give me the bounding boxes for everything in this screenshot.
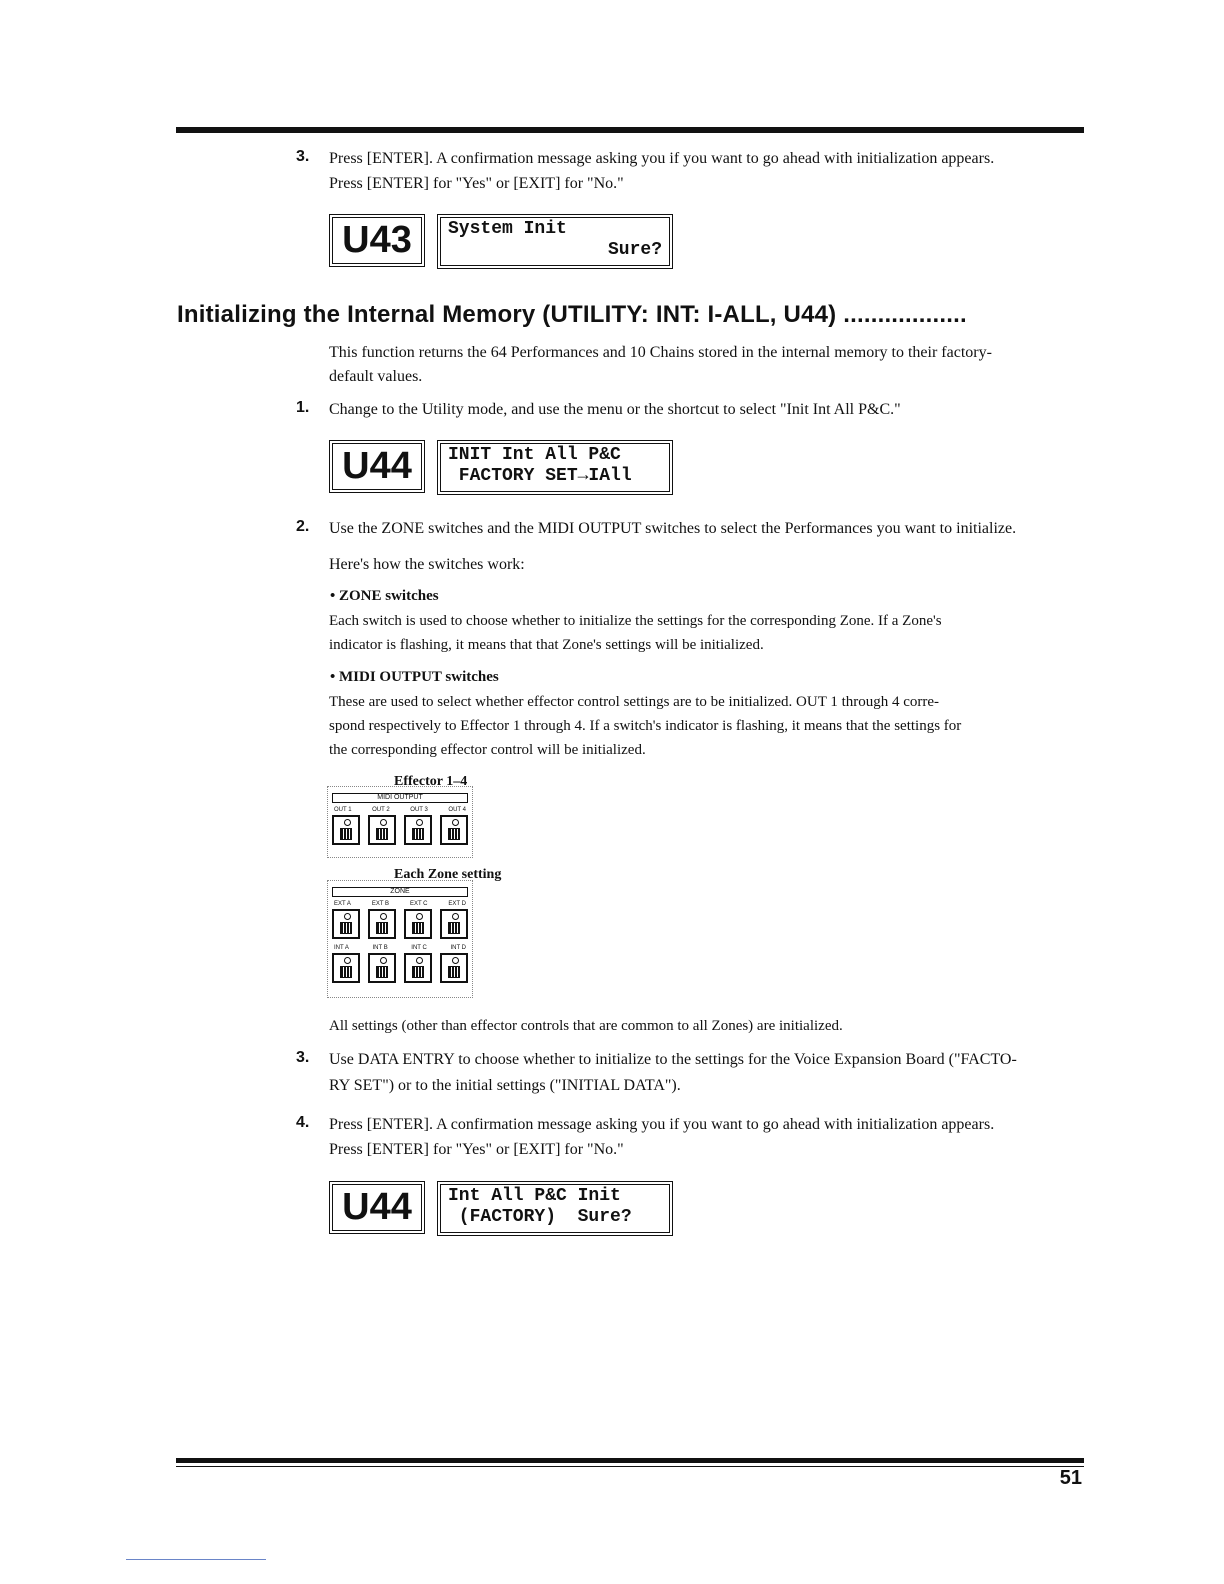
- step-number: 1.: [296, 399, 310, 416]
- led-icon: [380, 957, 387, 964]
- led-icon: [452, 913, 459, 920]
- out-1-switch: [332, 815, 360, 845]
- note-text: All settings (other than effector controls that are common to all Zones) are initialized.: [329, 1018, 843, 1034]
- ext-a-switch: [332, 909, 360, 939]
- top-rule: [176, 127, 1084, 133]
- ext-b-switch: [368, 909, 396, 939]
- midi-output-switches-desc: spond respectively to Effector 1 through 4. If a switch's indicator is flashing, it means that the settings for: [329, 718, 962, 734]
- display-code: U43: [329, 214, 425, 267]
- led-icon: [416, 819, 423, 826]
- midi-output-bar: MIDI OUTPUT: [332, 793, 468, 803]
- switch-tag: INT C: [411, 945, 427, 951]
- switch-tag: EXT D: [448, 901, 466, 907]
- int-d-switch: [440, 953, 468, 983]
- switch-tag: EXT A: [334, 901, 351, 907]
- display-code: U44: [329, 1181, 425, 1234]
- lcd-line-1: INIT Int All P&C: [448, 445, 621, 465]
- step-number: 3.: [296, 1049, 310, 1066]
- switch-tag: EXT C: [409, 901, 428, 907]
- switch-tag: INT B: [372, 945, 388, 951]
- led-icon: [344, 957, 351, 964]
- switch-row: [328, 814, 472, 849]
- switch-tags: [328, 899, 472, 908]
- led-icon: [452, 957, 459, 964]
- effector-label: Effector 1–4: [394, 774, 468, 789]
- footnote-rule: [126, 1559, 266, 1560]
- step-number: 3.: [296, 148, 310, 165]
- button-icon: [448, 828, 460, 840]
- midi-output-switches-desc: These are used to select whether effector control settings are to be initialized. OUT 1 through 4 corre-: [329, 694, 940, 710]
- zone-switches-title: • ZONE switches: [330, 588, 439, 604]
- switch-tags: [328, 805, 472, 814]
- button-icon: [376, 828, 388, 840]
- switch-tag: OUT 2: [372, 807, 390, 813]
- zone-setting-label: Each Zone setting: [394, 867, 502, 882]
- switch-row: [328, 908, 472, 943]
- switch-tags: [328, 943, 472, 952]
- led-icon: [416, 957, 423, 964]
- led-icon: [380, 819, 387, 826]
- step-number: 2.: [296, 518, 310, 535]
- int-b-switch: [368, 953, 396, 983]
- step-number: 4.: [296, 1114, 310, 1131]
- switch-tag: OUT 3: [410, 807, 428, 813]
- step-text: Press [ENTER]. A confirmation message asking you if you want to go ahead with initialization appears.: [329, 1116, 995, 1133]
- led-icon: [416, 913, 423, 920]
- button-icon: [376, 922, 388, 934]
- button-icon: [448, 966, 460, 978]
- button-icon: [340, 966, 352, 978]
- step-text: Press [ENTER] for "Yes" or [EXIT] for "No.": [329, 175, 624, 192]
- led-icon: [380, 913, 387, 920]
- step-text: RY SET") or to the initial settings ("INITIAL DATA").: [329, 1077, 681, 1094]
- display-code: U44: [329, 440, 425, 493]
- step-text: Change to the Utility mode, and use the menu or the shortcut to select "Init Int All P&C.": [329, 401, 901, 418]
- lcd-screen: [437, 1181, 673, 1236]
- ext-d-switch: [440, 909, 468, 939]
- lcd-line-1: System Init: [448, 219, 567, 239]
- ext-c-switch: [404, 909, 432, 939]
- switch-tag: OUT 1: [334, 807, 352, 813]
- button-icon: [376, 966, 388, 978]
- step-text: Press [ENTER] for "Yes" or [EXIT] for "No.": [329, 1141, 624, 1158]
- lcd-line-1: Int All P&C Init: [448, 1186, 621, 1206]
- bottom-rule: [176, 1458, 1084, 1463]
- lcd-screen: [437, 214, 673, 269]
- zone-bar: ZONE: [332, 887, 468, 897]
- switch-tag: EXT B: [371, 901, 390, 907]
- switch-intro: Here's how the switches work:: [329, 556, 525, 573]
- button-icon: [340, 922, 352, 934]
- button-icon: [448, 922, 460, 934]
- switch-tag: INT D: [450, 945, 466, 951]
- led-icon: [344, 913, 351, 920]
- intro-text: default values.: [329, 368, 423, 385]
- midi-output-switch-diagram: [327, 786, 473, 858]
- led-icon: [344, 819, 351, 826]
- out-3-switch: [404, 815, 432, 845]
- int-c-switch: [404, 953, 432, 983]
- intro-text: This function returns the 64 Performances and 10 Chains stored in the internal memory to their factory-: [329, 344, 992, 361]
- lcd-screen: [437, 440, 673, 495]
- switch-tag: INT A: [334, 945, 349, 951]
- bottom-rule-thin: [176, 1466, 1084, 1467]
- midi-output-switches-title: • MIDI OUTPUT switches: [330, 669, 499, 685]
- section-heading: Initializing the Internal Memory (UTILITY: INT: I-ALL, U44) ..................: [177, 301, 967, 328]
- led-icon: [452, 819, 459, 826]
- zone-switches-desc: indicator is flashing, it means that that Zone's settings will be initialized.: [329, 637, 764, 653]
- zone-switches-desc: Each switch is used to choose whether to initialize the settings for the corresponding Zone. If a Zone's: [329, 613, 942, 629]
- lcd-line-2: FACTORY SET→IAll: [448, 466, 632, 486]
- step-text: Use DATA ENTRY to choose whether to initialize to the settings for the Voice Expansion Board ("FACTO-: [329, 1051, 1017, 1068]
- step-text: Press [ENTER]. A confirmation message asking you if you want to go ahead with initialization appears.: [329, 150, 995, 167]
- switch-row: [328, 952, 472, 987]
- page-number: 51: [1059, 1467, 1082, 1489]
- out-4-switch: [440, 815, 468, 845]
- step-text: Use the ZONE switches and the MIDI OUTPUT switches to select the Performances you want to initialize.: [329, 520, 1017, 537]
- int-a-switch: [332, 953, 360, 983]
- button-icon: [412, 828, 424, 840]
- switch-tag: OUT 4: [448, 807, 466, 813]
- lcd-line-2: (FACTORY) Sure?: [448, 1207, 632, 1227]
- button-icon: [340, 828, 352, 840]
- lcd-line-2: Sure?: [607, 240, 662, 260]
- zone-switch-diagram: [327, 880, 473, 998]
- out-2-switch: [368, 815, 396, 845]
- button-icon: [412, 966, 424, 978]
- button-icon: [412, 922, 424, 934]
- midi-output-switches-desc: the corresponding effector control will be initialized.: [329, 742, 646, 758]
